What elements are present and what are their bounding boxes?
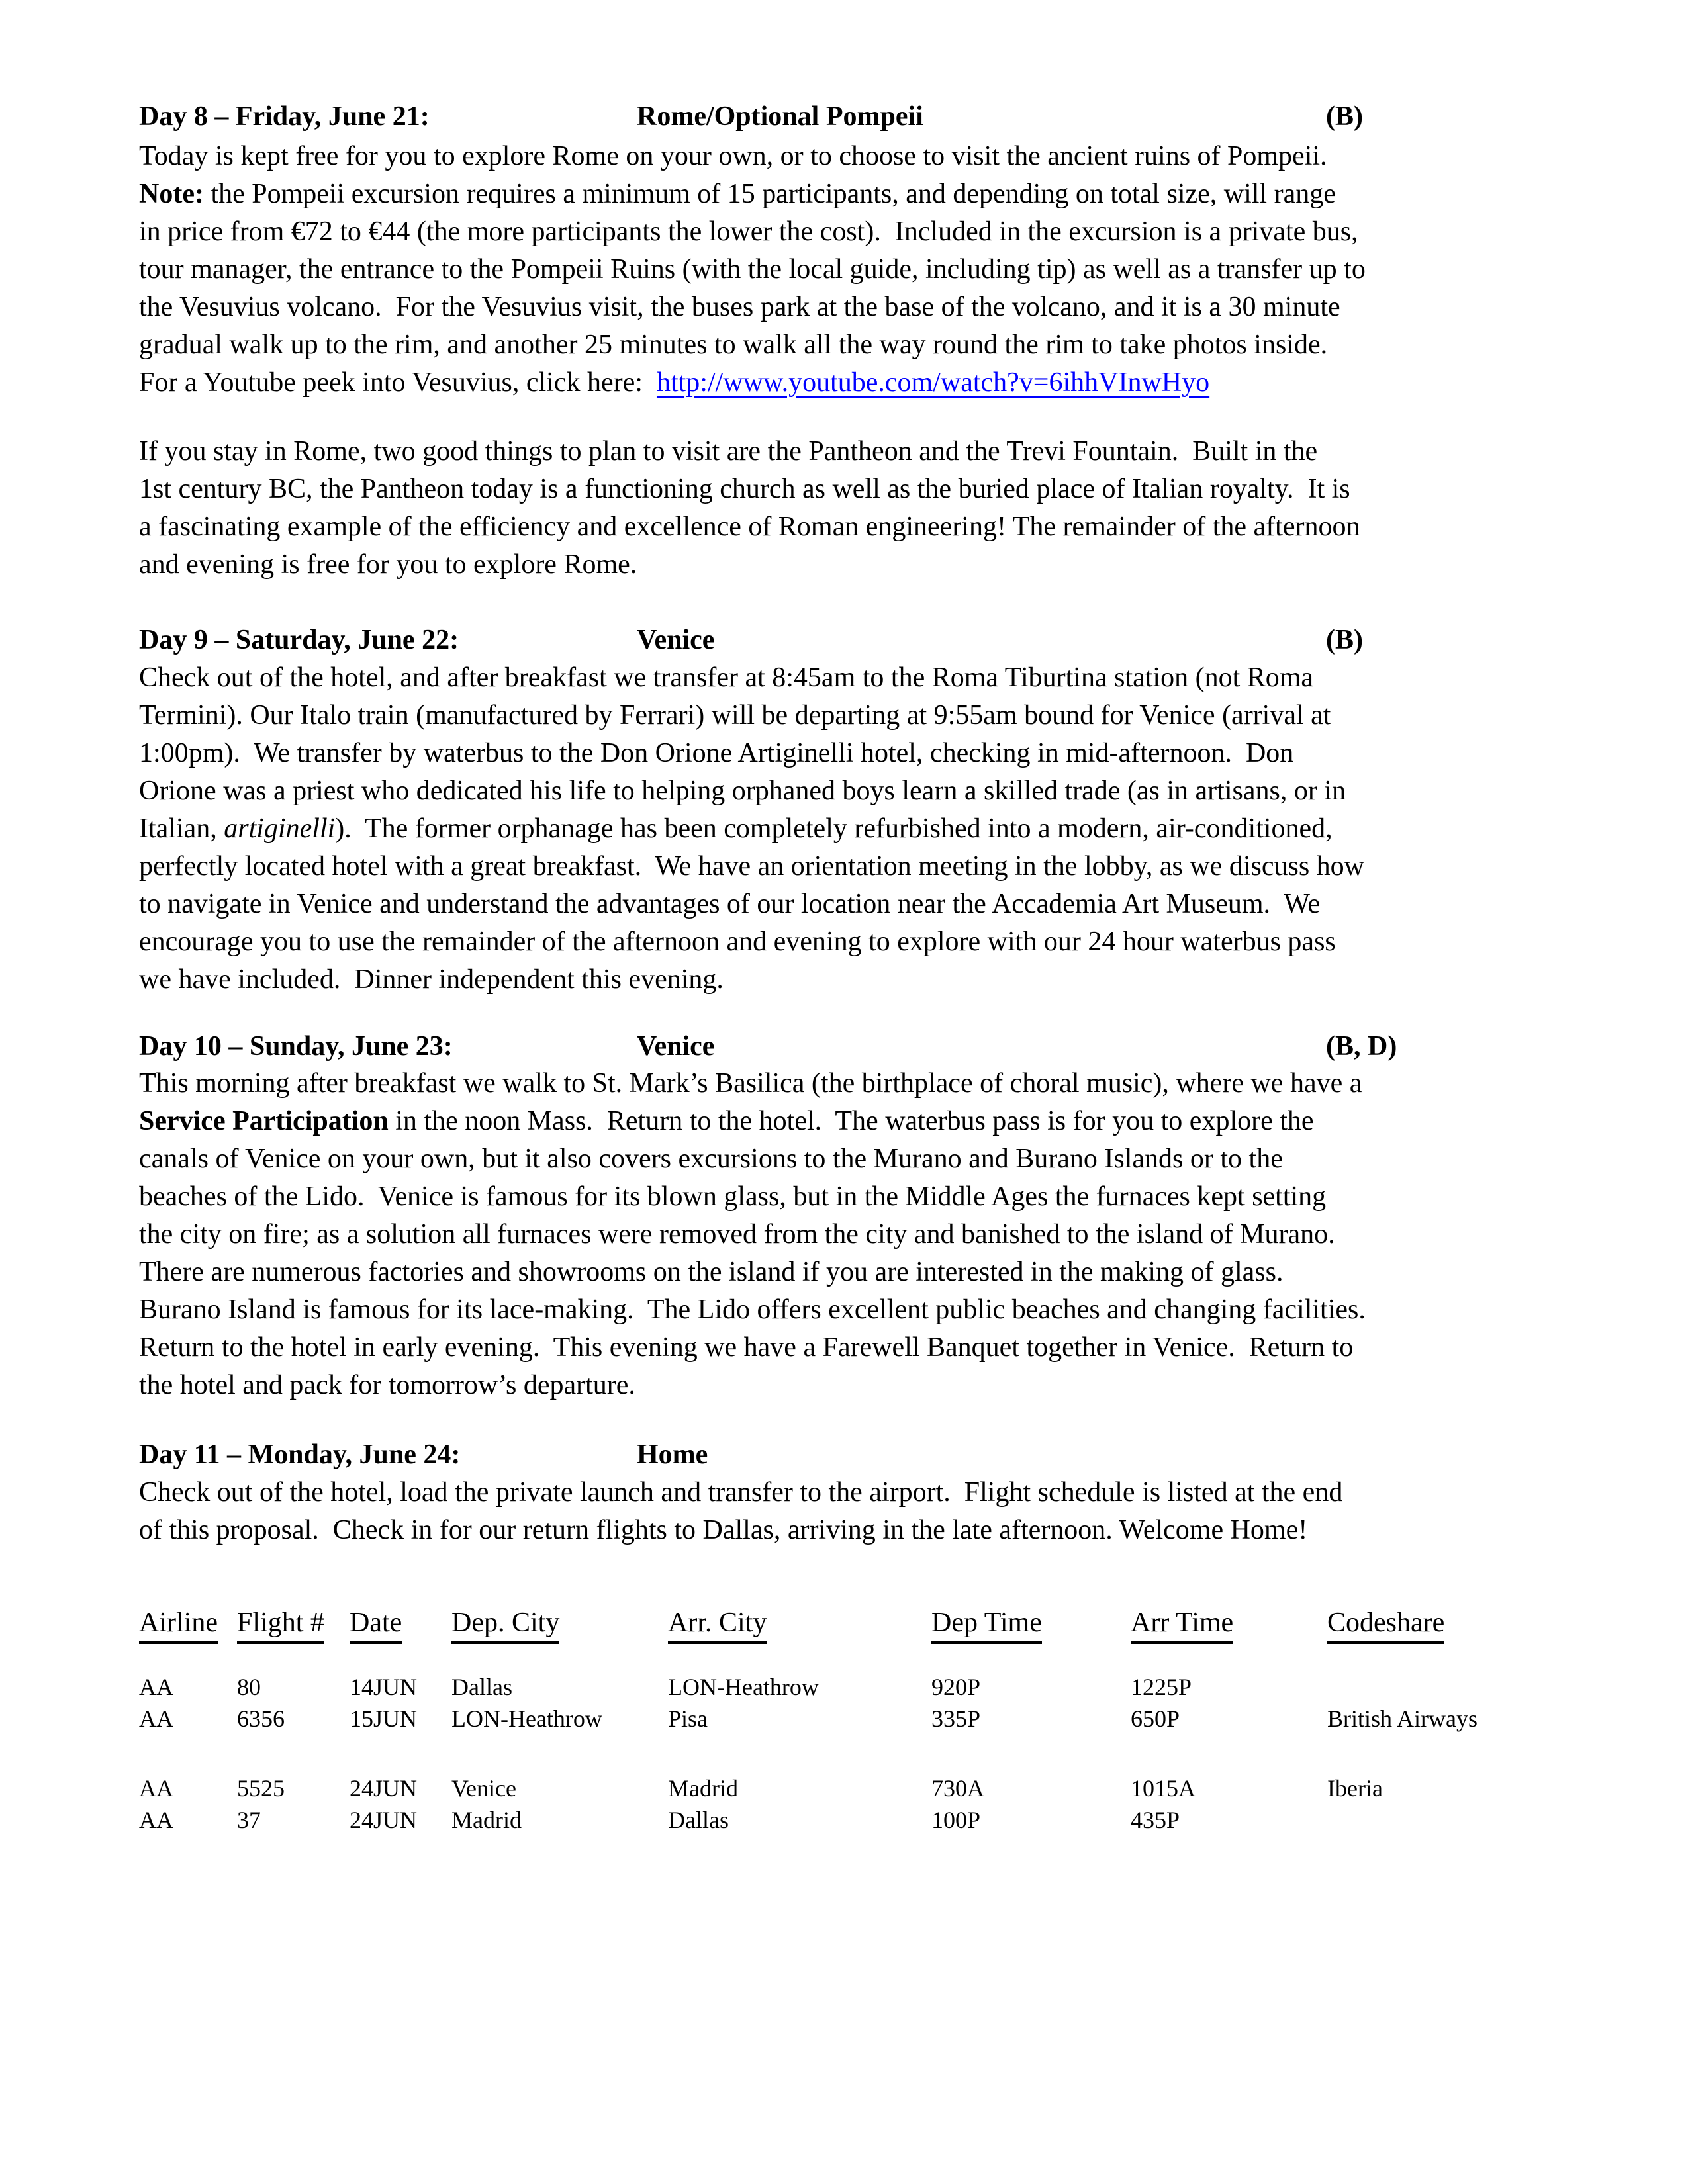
text-segment: If you stay in Rome, two good things to plan to visit are the Pantheon and the Trevi Fountain. Built in the [139,436,1318,467]
flight-table-header-flight-number: Flight # [237,1606,324,1644]
text-segment: gradual walk up to the rim, and another 25 minutes to walk all the way round the rim to take photos inside. [139,330,1328,360]
flight-cell-arr-city: Dallas [668,1807,729,1833]
text-line [139,364,1569,402]
heading-day10 [139,1028,1569,1066]
flight-cell-dep-time: 920P [931,1674,981,1700]
heading-day-label: Day 10 – Sunday, June 23: [139,1031,453,1062]
flight-cell-date: 24JUN [350,1775,418,1801]
text-segment: we have included. Dinner independent this evening. [139,964,724,995]
text-line [139,810,1569,848]
text-segment: beaches of the Lido. Venice is famous for its blown glass, but in the Middle Ages the furnaces kept setting [139,1181,1327,1212]
text-line [139,213,1569,251]
flight-cell-flight-number: 5525 [237,1775,285,1801]
flight-cell-arr-city: Pisa [668,1706,708,1732]
text-line [139,471,1569,508]
text-line [139,1329,1569,1367]
text-segment: encourage you to use the remainder of the afternoon and evening to explore with our 24 hour waterbus pass [139,927,1336,957]
text-segment: in the noon Mass. Return to the hotel. The waterbus pass is for you to explore the [388,1106,1314,1136]
flight-row [139,1804,1569,1836]
text-line [139,1103,1569,1140]
flight-cell-arr-time: 1225P [1131,1674,1192,1700]
text-line [139,961,1569,999]
text-segment: the hotel and pack for tomorrow’s departure. [139,1370,635,1400]
flight-cell-date: 24JUN [350,1807,418,1833]
text-line [139,923,1569,961]
text-segment: artiginelli [224,813,336,844]
text-segment: the Vesuvius volcano. For the Vesuvius visit, the buses park at the base of the volcano, and it is a 30 minute [139,292,1340,322]
flight-table-header-dep-city: Dep. City [451,1606,559,1644]
text-segment: Return to the hotel in early evening. This evening we have a Farewell Banquet together in Venice. Return to [139,1332,1354,1363]
text-segment: Italian, [139,813,224,844]
text-segment: Today is kept free for you to explore Rome on your own, or to choose to visit the ancient ruins of Pompeii. [139,141,1327,171]
text-segment: to navigate in Venice and understand the advantages of our location near the Accademia Art Museum. We [139,889,1321,919]
flight-row [139,1671,1569,1703]
text-segment: a fascinating example of the efficiency and excellence of Roman engineering! The remainder of the afternoon [139,512,1360,542]
text-line [139,1474,1569,1512]
text-segment: There are numerous factories and showrooms on the island if you are interested in the making of glass. [139,1257,1284,1287]
heading-location: Venice [637,1031,715,1062]
text-line [139,848,1569,886]
flight-cell-date: 15JUN [350,1706,418,1732]
text-line [139,289,1569,326]
heading-day11 [139,1436,1569,1474]
text-segment: tour manager, the entrance to the Pompeii Ruins (with the local guide, including tip) as well as a transfer up to [139,254,1366,285]
flight-table-header-row [139,1606,1569,1644]
text-line [139,772,1569,810]
text-segment: Check out of the hotel, load the private launch and transfer to the airport. Flight schedule is listed at the end [139,1477,1343,1508]
text-line [139,1367,1569,1404]
text-segment: ). The former orphanage has been completely refurbished into a modern, air-conditioned, [335,813,1333,844]
flight-cell-dep-time: 730A [931,1775,984,1801]
text-segment: This morning after breakfast we walk to St. Mark’s Basilica (the birthplace of choral music), where we have a [139,1068,1362,1099]
text-segment: For a Youtube peek into Vesuvius, click here: [139,367,657,398]
text-line [139,735,1569,772]
text-segment: Service Participation [139,1106,389,1136]
heading-day9 [139,621,1569,659]
text-line [139,546,1569,584]
heading-location: Rome/Optional Pompeii [637,101,923,132]
text-line [139,1065,1569,1103]
text-segment: and evening is free for you to explore Rome. [139,549,637,580]
flight-cell-dep-city: Dallas [451,1674,512,1700]
text-segment: Check out of the hotel, and after breakfast we transfer at 8:45am to the Roma Tiburtina station (not Roma [139,662,1314,693]
flight-table-header-dep-time: Dep Time [931,1606,1042,1644]
flight-cell-arr-city: Madrid [668,1775,738,1801]
text-line [139,433,1569,471]
text-line [139,1291,1569,1329]
heading-location: Venice [637,625,715,655]
flight-table-header-airline: Airline [139,1606,218,1644]
text-segment: Termini). Our Italo train (manufactured by Ferrari) will be departing at 9:55am bound for Venice (arrival at [139,700,1331,731]
flight-cell-dep-city: LON-Heathrow [451,1706,602,1732]
day8-paragraph-1 [139,138,1569,402]
flight-cell-dep-time: 100P [931,1807,981,1833]
text-line [139,138,1569,175]
text-segment: Burano Island is famous for its lace-making. The Lido offers excellent public beaches and changing facilities. [139,1295,1366,1325]
text-line [139,251,1569,289]
text-segment: 1:00pm). We transfer by waterbus to the Don Orione Artiginelli hotel, checking in mid-afternoon. Don [139,738,1294,768]
text-line [139,1512,1569,1549]
flight-cell-airline: AA [139,1674,173,1700]
text-line [139,886,1569,923]
youtube-link[interactable]: http://www.youtube.com/watch?v=6ihhVInwHyo [656,367,1210,398]
heading-location: Home [637,1439,708,1470]
flight-cell-arr-time: 1015A [1131,1775,1196,1801]
heading-meals-badge: (B) [1326,101,1363,132]
text-segment: perfectly located hotel with a great breakfast. We have an orientation meeting in the lobby, as we discuss how [139,851,1365,882]
text-line [139,1253,1569,1291]
text-line [139,326,1569,364]
text-segment: canals of Venice on your own, but it also covers excursions to the Murano and Burano Islands or to the [139,1144,1283,1174]
text-segment: 1st century BC, the Pantheon today is a functioning church as well as the buried place of Italian royalty. It is [139,474,1350,504]
day9-paragraph-1 [139,659,1569,999]
flight-cell-arr-time: 435P [1131,1807,1180,1833]
text-line [139,175,1569,213]
flight-cell-codeshare: British Airways [1327,1706,1478,1732]
flight-cell-dep-city: Venice [451,1775,516,1801]
heading-meals-badge: (B) [1326,625,1363,655]
text-segment: the Pompeii excursion requires a minimum of 15 participants, and depending on total size, will range [203,179,1336,209]
day8-paragraph-2 [139,433,1569,584]
flight-cell-flight-number: 6356 [237,1706,285,1732]
flight-cell-arr-time: 650P [1131,1706,1180,1732]
day11-paragraph-1 [139,1474,1569,1549]
flight-cell-airline: AA [139,1706,173,1732]
text-segment: in price from €72 to €44 (the more participants the lower the cost). Included in the excursion is a private bus, [139,216,1358,247]
flight-cell-airline: AA [139,1807,173,1833]
heading-day-label: Day 11 – Monday, June 24: [139,1439,461,1470]
flight-cell-flight-number: 37 [237,1807,261,1833]
heading-day-label: Day 8 – Friday, June 21: [139,101,430,132]
text-line [139,697,1569,735]
flight-cell-dep-city: Madrid [451,1807,522,1833]
flight-row [139,1772,1569,1804]
text-segment: the city on fire; as a solution all furnaces were removed from the city and banished to the island of Murano. [139,1219,1335,1250]
heading-meals-badge: (B, D) [1326,1031,1397,1062]
flight-cell-airline: AA [139,1775,173,1801]
text-segment: Note: [139,179,204,209]
heading-day-label: Day 9 – Saturday, June 22: [139,625,459,655]
flight-table-header-date: Date [350,1606,402,1644]
flight-table-header-arr-time: Arr Time [1131,1606,1233,1644]
flight-cell-codeshare: Iberia [1327,1775,1383,1801]
flight-row [139,1703,1569,1735]
flight-table-header-codeshare: Codeshare [1327,1606,1444,1644]
text-line [139,1178,1569,1216]
text-line [139,1140,1569,1178]
flight-cell-dep-time: 335P [931,1706,981,1732]
heading-day8 [139,98,1569,136]
flight-cell-date: 14JUN [350,1674,418,1700]
flight-cell-flight-number: 80 [237,1674,261,1700]
text-line [139,659,1569,697]
day10-paragraph-1 [139,1065,1569,1404]
text-segment: of this proposal. Check in for our return flights to Dallas, arriving in the late afternoon. Welcome Home! [139,1515,1308,1545]
flight-table-header-arr-city: Arr. City [668,1606,767,1644]
flight-cell-arr-city: LON-Heathrow [668,1674,819,1700]
text-line [139,1216,1569,1253]
text-segment: Orione was a priest who dedicated his life to helping orphaned boys learn a skilled trade (as in artisans, or in [139,776,1346,806]
text-line [139,508,1569,546]
